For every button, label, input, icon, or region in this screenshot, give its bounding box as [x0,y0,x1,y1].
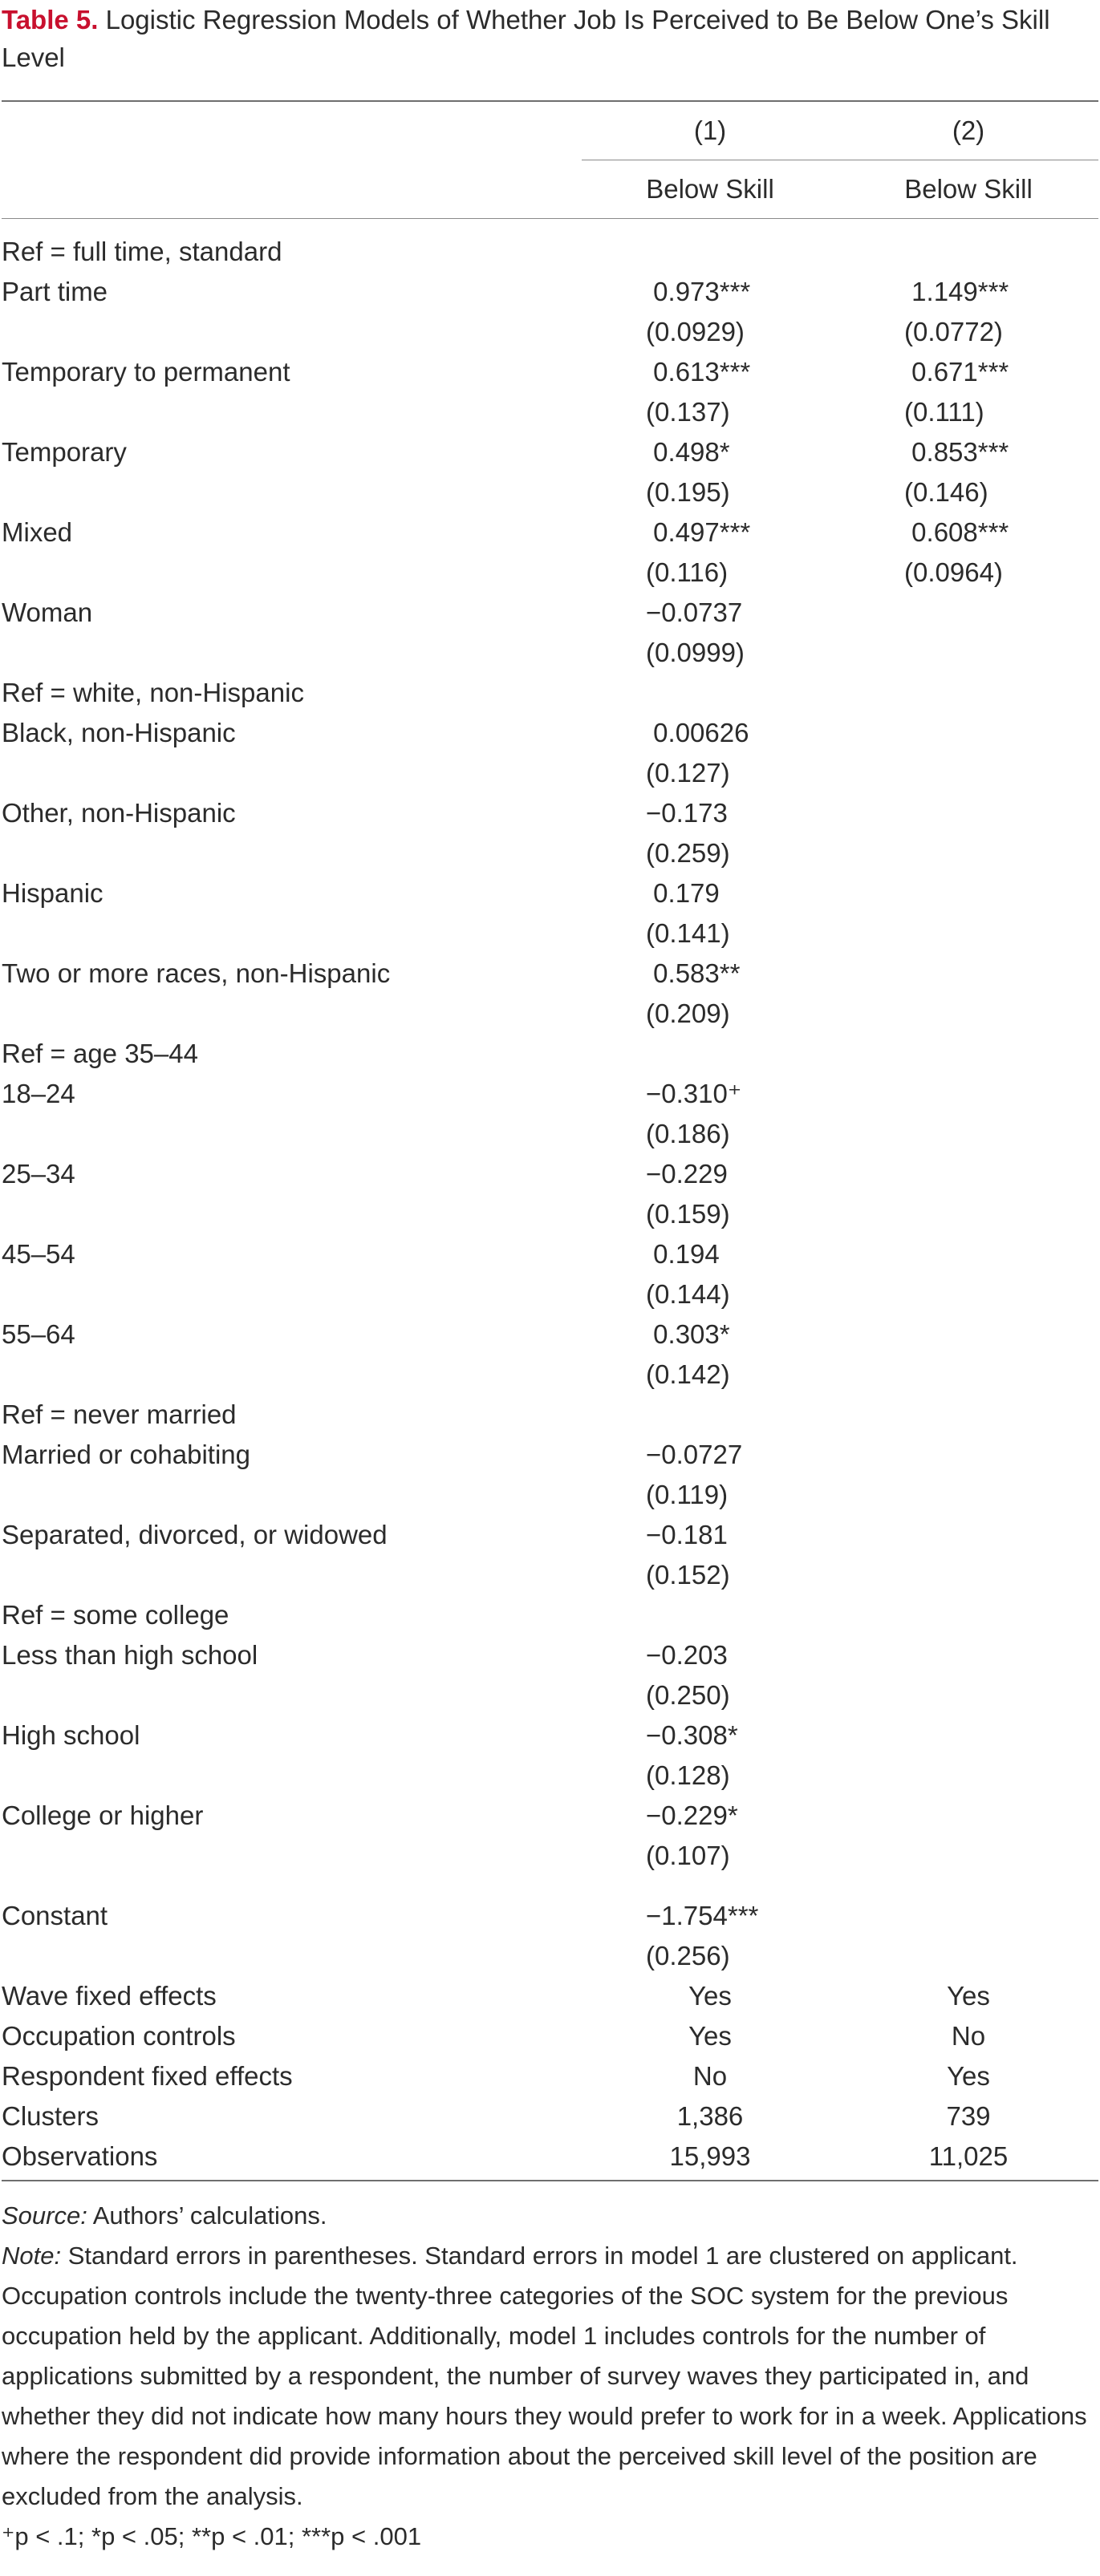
table-row [2,1715,1098,1756]
row-label [2,1114,582,1154]
row-label: Less than high school [2,1640,258,1670]
table-row [2,713,1098,753]
model-2-cell: 1.149*** [904,277,1009,306]
model-1-cell: −0.308* [646,1720,738,1750]
model-2-cell: (0.0772) [904,317,1003,346]
stat-label: Observations [2,2141,158,2171]
model-1-cell: 0.00626 [646,718,749,747]
stat-row [2,2056,1098,2096]
model-1-cell: (0.119) [646,1480,729,1509]
model-1-cell: −0.173 [646,798,728,828]
row-label [2,392,582,432]
model-1-cell: (0.116) [646,557,729,587]
row-label [2,833,582,873]
table-row [2,1314,1098,1355]
table-row [2,1675,1098,1715]
row-label: High school [2,1720,140,1750]
row-label: College or higher [2,1800,204,1830]
model-1-cell: −0.229 [646,1159,728,1189]
table-label: Table 5. [2,5,99,34]
row-label: Other, non-Hispanic [2,798,236,828]
model-1-cell: (0.141) [646,918,730,948]
table-row [2,1234,1098,1274]
table-row [2,1074,1098,1114]
table-row [2,833,1098,873]
model-1-cell: (0.0999) [646,638,745,667]
constant-se: (0.256) [646,1941,730,1970]
table-row [2,753,1098,793]
stat-model-1: Yes [688,2021,732,2051]
table-row [2,1555,1098,1595]
table-row [2,312,1098,352]
row-label: Black, non-Hispanic [2,718,236,747]
model-1-cell: (0.142) [646,1359,730,1389]
row-label [2,472,582,512]
model-2-cell: 0.671*** [904,357,1009,387]
row-label: Hispanic [2,878,104,908]
table-caption [2,0,1098,76]
table-row [2,673,1098,713]
model-1-cell: (0.152) [646,1560,730,1590]
row-label [2,1675,582,1715]
row-label: Temporary [2,437,127,467]
stat-model-2: No [951,2021,986,2051]
row-label [2,1836,582,1876]
model-1-cell: (0.186) [646,1119,730,1148]
model-1-cell: 0.973*** [646,277,751,306]
row-label: Mixed [2,517,73,547]
row-label: 25–34 [2,1159,75,1189]
row-label: Temporary to permanent [2,357,290,387]
table-row [2,1435,1098,1475]
table-row [2,1274,1098,1314]
model-1-cell: 0.497*** [646,517,751,547]
source-note [2,2196,1098,2236]
constant-se-row [2,1936,1098,1976]
constant-row [2,1896,1098,1936]
stat-label: Occupation controls [2,2021,236,2051]
row-label: Separated, divorced, or widowed [2,1520,388,1549]
stat-label: Respondent fixed effects [2,2061,293,2091]
row-label [2,553,582,593]
stat-row [2,2016,1098,2056]
row-label [2,1475,582,1515]
stat-label: Clusters [2,2101,99,2131]
row-label [2,1274,582,1314]
table-row [2,1355,1098,1395]
column-label-row [2,160,1098,219]
model-2-cell: 0.853*** [904,437,1009,467]
table-row [2,913,1098,954]
column-2-number: (2) [952,115,985,145]
table-row [2,633,1098,673]
table-row [2,1756,1098,1796]
model-2-cell: (0.0964) [904,557,1003,587]
table-row [2,954,1098,994]
constant-label: Constant [2,1901,108,1930]
model-2-cell: (0.111) [904,397,984,427]
row-label [2,1355,582,1395]
regression-table [2,102,1098,2177]
model-1-cell: (0.107) [646,1841,730,1870]
column-1-label: Below Skill [646,174,774,204]
row-label: 18–24 [2,1079,75,1108]
table-notes [2,2196,1098,2557]
column-2-label: Below Skill [904,174,1033,204]
table-row [2,793,1098,833]
table-row [2,1194,1098,1234]
row-label [2,633,582,673]
row-label: Ref = some college [2,1600,229,1630]
model-1-cell: 0.498* [646,437,730,467]
stat-row [2,2096,1098,2137]
stat-model-1: 1,386 [676,2101,744,2131]
table-row [2,1154,1098,1194]
row-label: Two or more races, non-Hispanic [2,958,391,988]
stat-label: Wave fixed effects [2,1981,217,2011]
row-label: Part time [2,277,108,306]
table-row [2,1475,1098,1515]
row-label [2,753,582,793]
row-label [2,913,582,954]
stat-row [2,2137,1098,2177]
source-text: Authors’ calculations. [87,2201,327,2230]
model-1-cell: (0.144) [646,1279,730,1309]
table-row [2,994,1098,1034]
table-row [2,1515,1098,1555]
table-row [2,512,1098,553]
row-label: Married or cohabiting [2,1440,250,1469]
column-number-row [2,102,1098,160]
row-label: Ref = white, non-Hispanic [2,678,304,707]
model-1-cell: 0.194 [646,1239,720,1269]
row-label [2,1756,582,1796]
model-1-cell: (0.127) [646,758,730,788]
stat-model-2: 11,025 [928,2141,1009,2171]
table-row [2,272,1098,312]
row-label: Ref = age 35–44 [2,1039,198,1068]
table-row [2,472,1098,512]
stat-model-2: Yes [947,2061,990,2091]
table-row [2,432,1098,472]
table-row [2,1635,1098,1675]
row-label: Woman [2,597,93,627]
table-row [2,1114,1098,1154]
stat-model-1: 15,993 [669,2141,751,2171]
row-label [2,994,582,1034]
significance-note: ⁺p < .1; *p < .05; **p < .01; ***p < .001 [2,2522,422,2550]
model-1-cell: (0.137) [646,397,730,427]
stat-model-2: Yes [947,1981,990,2011]
row-label: 45–54 [2,1239,75,1269]
row-label: 55–64 [2,1319,75,1349]
stat-row [2,1976,1098,2016]
table-row [2,1034,1098,1074]
row-label: Ref = never married [2,1399,237,1429]
note-text: Standard errors in parentheses. Standard errors in model 1 are clustered on applicant. Occupation controls include the twenty-three categories of the SOC system for the previous occupation held by the applicant. Additionally, model 1 includes controls for the number of applications submitted by a respondent, the number of survey waves they participated in, and whether they did not indicate how many hours they would prefer to work for in a week. Applications where the respondent did provide information about the perceived skill level of the position are excluded from the analysis. [2,2242,1087,2510]
table-row [2,352,1098,392]
model-1-cell: 0.613*** [646,357,751,387]
note-label: Note: [2,2242,62,2270]
model-2-cell: 0.608*** [904,517,1009,547]
model-2-cell: (0.146) [904,477,988,507]
model-1-cell: −0.181 [646,1520,728,1549]
table-row [2,593,1098,633]
model-1-cell: −0.0727 [646,1440,743,1469]
model-1-cell: 0.583** [646,958,741,988]
table-row [2,873,1098,913]
table-row [2,1395,1098,1435]
model-1-cell: (0.195) [646,477,730,507]
model-1-cell: (0.0929) [646,317,745,346]
row-label [2,1194,582,1234]
row-label [2,312,582,352]
model-1-cell: 0.179 [646,878,720,908]
model-1-cell: −0.229* [646,1800,738,1830]
row-label: Ref = full time, standard [2,237,282,266]
model-1-cell: (0.209) [646,998,730,1028]
table-row [2,392,1098,432]
table-row [2,1595,1098,1635]
stat-model-1: No [692,2061,728,2091]
stat-model-2: 739 [946,2101,991,2131]
model-1-cell: (0.128) [646,1760,730,1790]
table-row [2,232,1098,272]
table-row [2,553,1098,593]
source-label: Source: [2,2201,87,2230]
general-note [2,2236,1098,2517]
column-1-number: (1) [693,115,727,145]
table-row [2,1796,1098,1836]
table-title: Logistic Regression Models of Whether Job Is Perceived to Be Below One’s Skill Level [2,5,1050,72]
model-1-cell: 0.303* [646,1319,730,1349]
stat-model-1: Yes [688,1981,732,2011]
bottom-rule [2,2180,1098,2181]
model-1-cell: −0.203 [646,1640,728,1670]
model-1-cell: (0.159) [646,1199,730,1229]
table-row [2,1836,1098,1876]
row-label [2,1555,582,1595]
constant-coef: −1.754*** [646,1901,759,1930]
model-1-cell: −0.0737 [646,597,743,627]
model-1-cell: (0.250) [646,1680,730,1710]
model-1-cell: (0.259) [646,838,730,868]
model-1-cell: −0.310⁺ [646,1079,742,1108]
